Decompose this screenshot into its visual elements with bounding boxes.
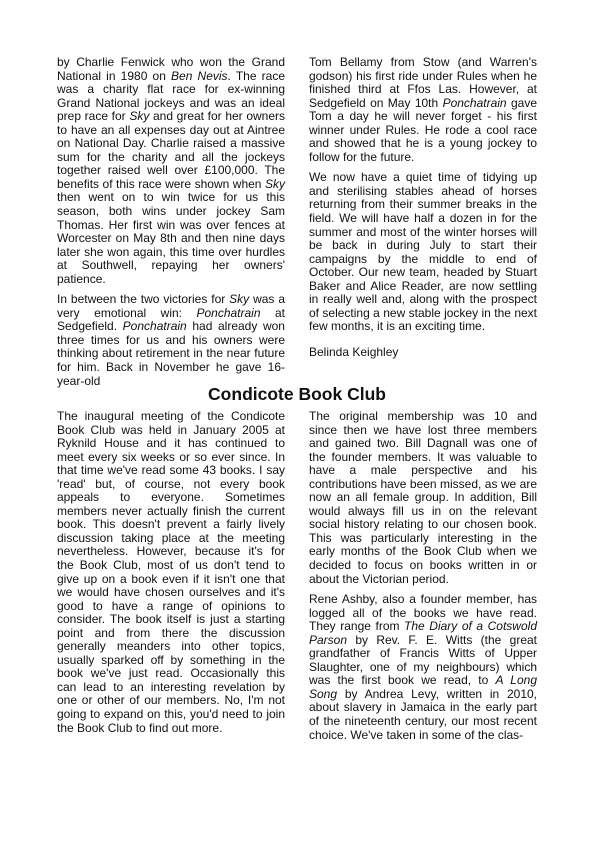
text-run: at Sedgefield.: [57, 305, 285, 334]
italic-title: Ponchatrain: [122, 319, 187, 334]
paragraph: [57, 56, 285, 286]
paragraph: [309, 56, 537, 164]
book-club-left-column: [57, 410, 285, 742]
article-top-left-column: [57, 56, 285, 395]
text-run: had already won three times for us and his owners were thinking about retirement in the near future for him. Back in November he gave 16-year-old: [57, 319, 285, 388]
text-run: then went on to win twice for us this season, both wins under jockey Sam Thomas. Her first win was over fences at Worcester on May 8th and then nine days later she won again, this time over hurdles at Southwell, repaying her owners' patience.: [57, 190, 285, 286]
paragraph: [57, 293, 285, 388]
italic-title: A Long Song: [309, 673, 537, 701]
text-run: In between the two victories for: [57, 292, 230, 307]
text-run: by Andrea Levy, written in 2010, about slavery in Jamaica in the early part of the nineteenth century, our most recent choice. We've taken in some of the clas-: [309, 686, 537, 742]
paragraph: [309, 410, 537, 586]
article-signature: Belinda Keighley: [309, 345, 399, 359]
text-run: Tom Bellamy from Stow (and Warren's godson) his first ride under Rules when he finished third at Ffos Las. However, at Sedgefield on May 10th: [309, 55, 537, 110]
text-run: . The race was a charity flat race for ex-winning Grand National jockeys and was an ideal prep race for: [57, 68, 285, 124]
italic-title: Sky: [264, 176, 285, 191]
book-club-right-column: [309, 410, 537, 749]
italic-title: Ben Nevis: [171, 68, 228, 83]
paragraph: [309, 593, 537, 742]
italic-title: Ponchatrain: [442, 95, 507, 110]
italic-title: The Diary of a Cotswold Parson: [309, 619, 537, 647]
text-run: and great for her owners to have an all expenses day out at Aintree on National Day. Charlie raised a massive sum for the charity and all the jockeys together raised well over £100,000. The benefits of this race were shown when: [57, 109, 285, 191]
text-run: The inaugural meeting of the Condicote Book Club was held in January 2005 at Ryknild House and it has continued to meet every six weeks or so ever since. In that time we've read some 43 books. I say 'read' but, of course, not every book appeals to everyone. Sometimes members never actually finish the current book. This doesn't prevent a fairly lively discussion taking place at the meeting nevertheless. However, because it's for the Book Club, most of us don't tend to give up on a book even if it isn't one that we would have chosen ourselves and it's good to have a range of opinions to consider. The book itself is just a starting point and from there the discussion generally meanders into other topics, usually sparked off by something in the book we've just read. Occasionally this can lead to an interesting revelation by one or other of our members. No, I'm not going to expand on this, you'd need to join the Book Club to find out more.: [57, 409, 285, 735]
italic-title: Ponchatrain: [196, 305, 261, 320]
text-run: by Rev. F. E. Witts (the great grandfather of Francis Witts of Upper Slaughter, one of my neighbours) which was the first book we read, to: [309, 632, 537, 688]
text-run: was a very emotional win:: [57, 292, 286, 320]
italic-title: Sky: [129, 109, 150, 124]
text-run: We now have a quiet time of tidying up and sterilising stables ahead of horses returning from their summer breaks in the field. We will have half a dozen in for the summer and most of the winter horses will be back in during July to start their campaigns by the middle to end of October. Our new team, headed by Stuart Baker and Alice Reader, are now settling in really well and, along with the prospect of selecting a new stable jockey in the next few months, it is an exciting time.: [309, 170, 537, 334]
paragraph: [309, 171, 537, 334]
text-run: gave Tom a day he will never forget - his first winner under Rules. He rode a cool race and showed that he is a young jockey to follow for the future.: [309, 95, 537, 164]
text-run: The original membership was 10 and since then we have lost three members and gained two. Bill Dagnall was one of the founder members. It was valuable to have a male perspective and his contributions have been missed, as we are now an all female group. In addition, Bill would always fill us in on the relevant social history relating to our chosen book. This was particularly interesting in the early months of the Book Club when we decided to focus on books written in or about the Victorian period.: [309, 409, 537, 586]
paragraph: [57, 410, 285, 735]
article-top-right-column: [309, 56, 537, 341]
italic-title: Sky: [229, 292, 250, 307]
text-run: Rene Ashby, also a founder member, has logged all of the books we have read. They range from: [309, 592, 537, 634]
text-run: by Charlie Fenwick who won the Grand National in 1980 on: [57, 55, 285, 83]
book-club-heading: Condicote Book Club: [208, 384, 386, 404]
